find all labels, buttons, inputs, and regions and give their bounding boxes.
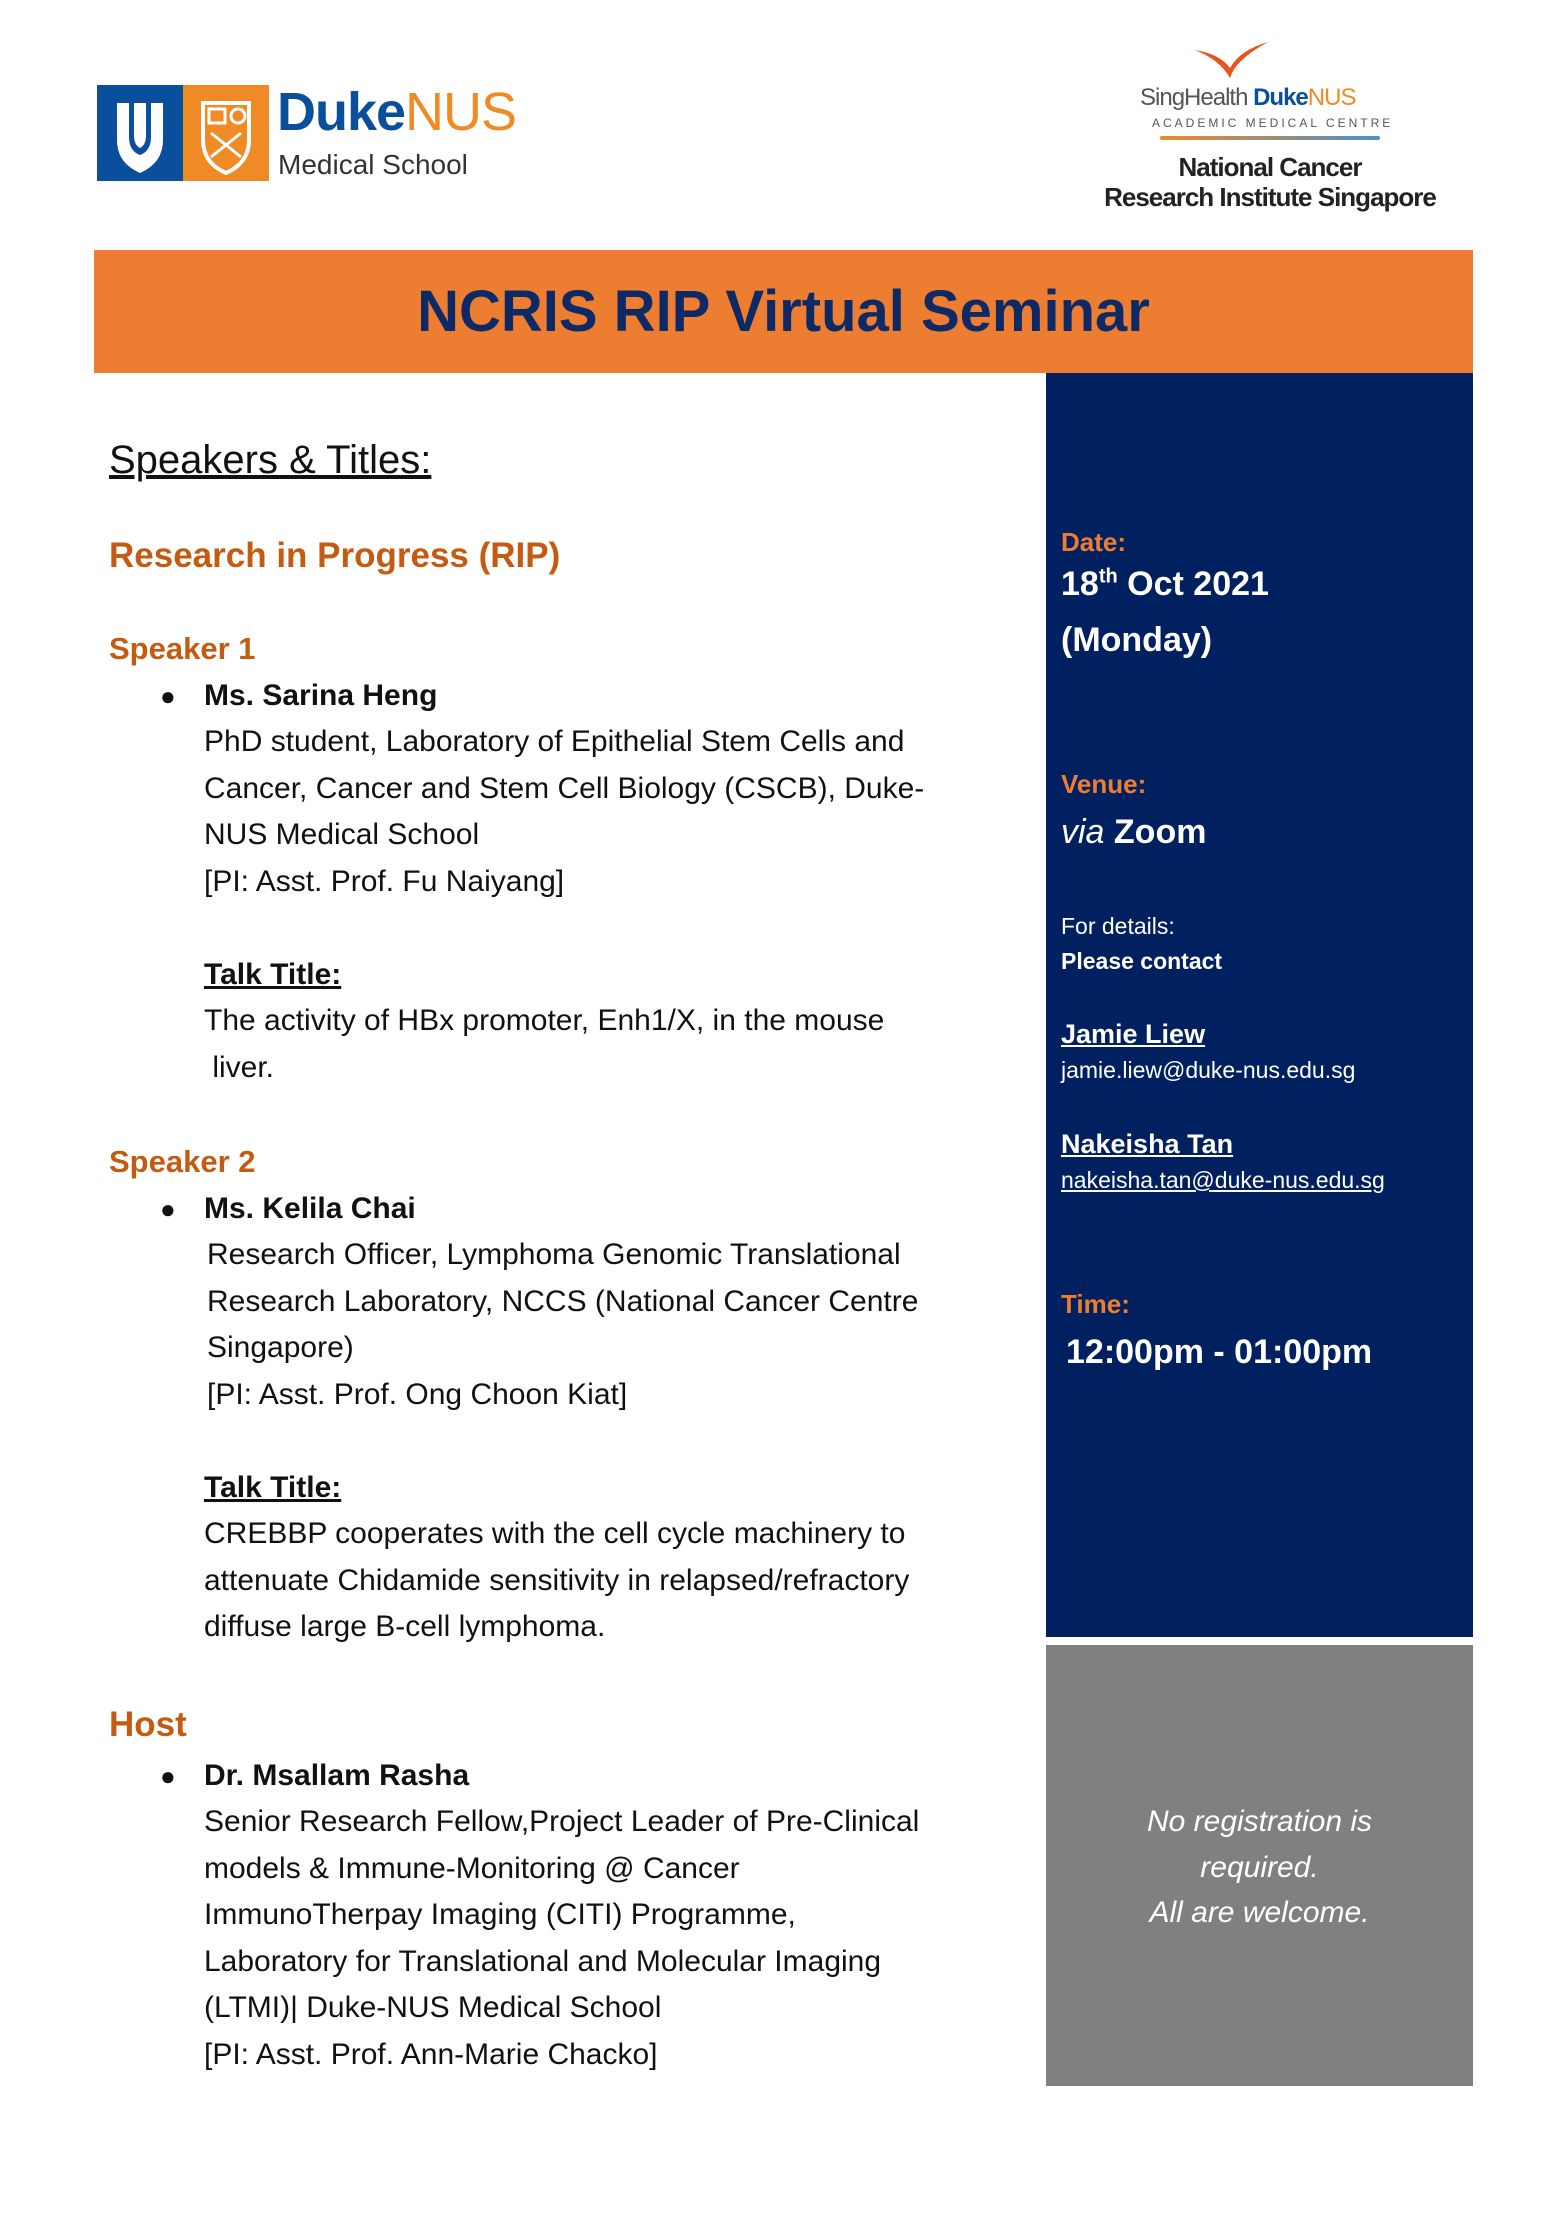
speaker-detail: Cancer, Cancer and Stem Cell Biology (CSCB), Duke-	[204, 771, 925, 805]
duke-nus-wordmark	[277, 81, 516, 143]
host-name: Dr. Msallam Rasha	[204, 1758, 470, 1792]
bullet-icon: ●	[160, 1193, 176, 1224]
speaker-name: Ms. Kelila Chai	[204, 1191, 416, 1225]
bullet-icon: ●	[160, 1760, 176, 1791]
event-weekday: (Monday)	[1061, 621, 1213, 659]
host-detail: models & Immune-Monitoring @ Cancer	[204, 1851, 740, 1885]
speaker-detail: [PI: Asst. Prof. Ong Choon Kiat]	[207, 1377, 628, 1411]
talk-title-label: Talk Title:	[204, 957, 342, 991]
date-suffix: th	[1098, 565, 1118, 588]
venue	[1061, 813, 1206, 852]
event-info-panel	[1046, 373, 1473, 1637]
ncris-logo	[1080, 40, 1460, 220]
duke-shield-icon	[97, 85, 183, 181]
speaker-label: Speaker 1	[109, 631, 256, 666]
rip-heading: Research in Progress (RIP)	[109, 536, 561, 575]
venue-via: via	[1061, 813, 1105, 851]
venue-label: Venue:	[1061, 769, 1147, 799]
event-time: 12:00pm - 01:00pm	[1066, 1333, 1373, 1371]
speaker-detail: [PI: Asst. Prof. Fu Naiyang]	[204, 864, 565, 898]
host	[0, 1702, 1040, 2078]
logo-nus: NUS	[405, 82, 517, 142]
page-title: NCRIS RIP Virtual Seminar	[417, 279, 1150, 344]
swoosh-icon	[1190, 40, 1270, 80]
host-detail: Senior Research Fellow,Project Leader of Pre-Clinical	[204, 1805, 920, 1838]
speaker-detail: PhD student, Laboratory of Epithelial Stem Cells and	[204, 725, 905, 758]
speaker-2	[0, 1139, 1040, 1651]
talk-title-label: Talk Title:	[204, 1470, 342, 1504]
speaker-label: Speaker 2	[109, 1144, 256, 1179]
note-line: required.	[1200, 1851, 1319, 1884]
date-label: Date:	[1061, 527, 1127, 557]
details-label: For details:	[1061, 913, 1175, 939]
logo-subtitle: Medical School	[278, 149, 468, 180]
host-label: Host	[109, 1705, 187, 1744]
singhealth-dukenus-text	[1140, 84, 1355, 112]
speaker-detail: Singapore)	[207, 1331, 354, 1364]
event-date	[1061, 565, 1269, 604]
contact-email[interactable]: jamie.liew@duke-nus.edu.sg	[1061, 1057, 1356, 1083]
talk-title: The activity of HBx promoter, Enh1/X, in the mouse	[204, 1004, 885, 1037]
talk-title: attenuate Chidamide sensitivity in relapsed/refractory	[204, 1563, 910, 1597]
logo-duke: Duke	[277, 82, 406, 142]
contact-name[interactable]: Nakeisha Tan	[1061, 1129, 1234, 1159]
time-label: Time:	[1061, 1289, 1130, 1319]
logo-nus: NUS	[1307, 84, 1356, 111]
host-detail: (LTMI)| Duke-NUS Medical School	[204, 1991, 662, 2024]
speaker-name: Ms. Sarina Heng	[204, 678, 438, 712]
ncri-name-2: Research Institute Singapore	[1104, 182, 1436, 212]
host-detail: Laboratory for Translational and Molecular Imaging	[204, 1944, 882, 1978]
registration-note	[1046, 1645, 1473, 2086]
nus-crest-icon	[183, 85, 269, 181]
contact-name[interactable]: Jamie Liew	[1061, 1019, 1206, 1049]
logo-singhealth: SingHealth	[1140, 84, 1248, 111]
venue-name: Zoom	[1104, 813, 1207, 851]
contact-label: Please contact	[1061, 948, 1223, 974]
ncri-name-1: National Cancer	[1178, 152, 1362, 182]
speaker-detail: Research Laboratory, NCCS (National Cancer Centre	[207, 1284, 919, 1318]
contact-email-link[interactable]: nakeisha.tan@duke-nus.edu.sg	[1061, 1167, 1385, 1193]
talk-title: liver.	[204, 1050, 275, 1084]
host-detail: [PI: Asst. Prof. Ann-Marie Chacko]	[204, 2037, 658, 2071]
bullet-icon: ●	[160, 680, 176, 711]
speaker-detail: NUS Medical School	[204, 818, 480, 851]
logo-duke: Duke	[1253, 84, 1308, 111]
amc-text: ACADEMIC MEDICAL CENTRE	[1152, 116, 1394, 130]
host-detail: ImmunoTherpay Imaging (CITI) Programme,	[204, 1898, 796, 1931]
note-line: All are welcome.	[1149, 1896, 1370, 1929]
duke-nus-logo	[97, 82, 547, 185]
title-banner	[94, 250, 1473, 373]
logo-bar	[1160, 136, 1380, 140]
speaker-detail: Research Officer, Lymphoma Genomic Translational	[207, 1238, 901, 1271]
date-month-year: Oct 2021	[1117, 565, 1269, 603]
speakers-heading: Speakers & Titles:	[109, 438, 432, 482]
note-line: No registration is	[1146, 1805, 1373, 1838]
talk-title: CREBBP cooperates with the cell cycle machinery to	[204, 1517, 906, 1550]
talk-title: diffuse large B-cell lymphoma.	[204, 1610, 606, 1643]
speaker-1	[0, 626, 1040, 1091]
date-day: 18	[1061, 565, 1099, 603]
